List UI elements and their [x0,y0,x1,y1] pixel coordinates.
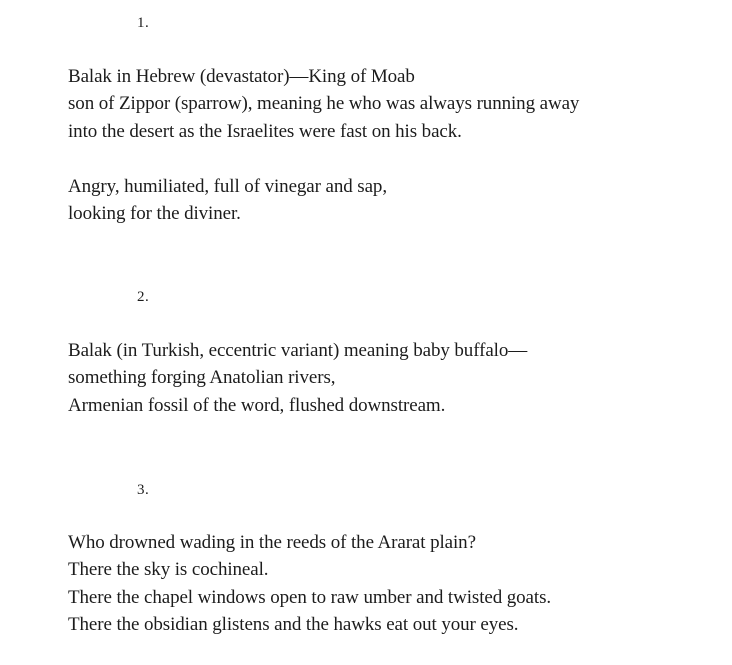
poem-line: looking for the diviner. [68,203,241,225]
poem-line: There the chapel windows open to raw umber and twisted goats. [68,586,552,608]
poem-line: Balak in Hebrew (devastator)—King of Moab [68,66,415,87]
poem-line: son of Zippor (sparrow), meaning he who was always running away [68,93,580,115]
poem-line: There the obsidian glistens and the hawks eat out your eyes. [68,614,519,636]
stanza-3-1 [68,529,551,639]
stanza-1-1 [68,63,579,145]
poem-line: something forging Anatolian rivers, [68,367,336,389]
poem-line: Balak (in Turkish, eccentric variant) meaning baby buffalo— [68,340,528,361]
section-number-2: 2. [137,289,150,305]
poem-line: Armenian fossil of the word, flushed downstream. [68,394,446,416]
poem-line: Who drowned wading in the reeds of the Ararat plain? [68,532,476,553]
poem-line: into the desert as the Israelites were fast on his back. [68,120,462,142]
stanza-1-2 [68,173,387,228]
poem-line: Angry, humiliated, full of vinegar and sap, [68,176,387,197]
section-number-1: 1. [137,15,150,31]
section-number-3: 3. [137,482,150,498]
stanza-2-1 [68,337,527,419]
poem-line: There the sky is cochineal. [68,559,269,581]
